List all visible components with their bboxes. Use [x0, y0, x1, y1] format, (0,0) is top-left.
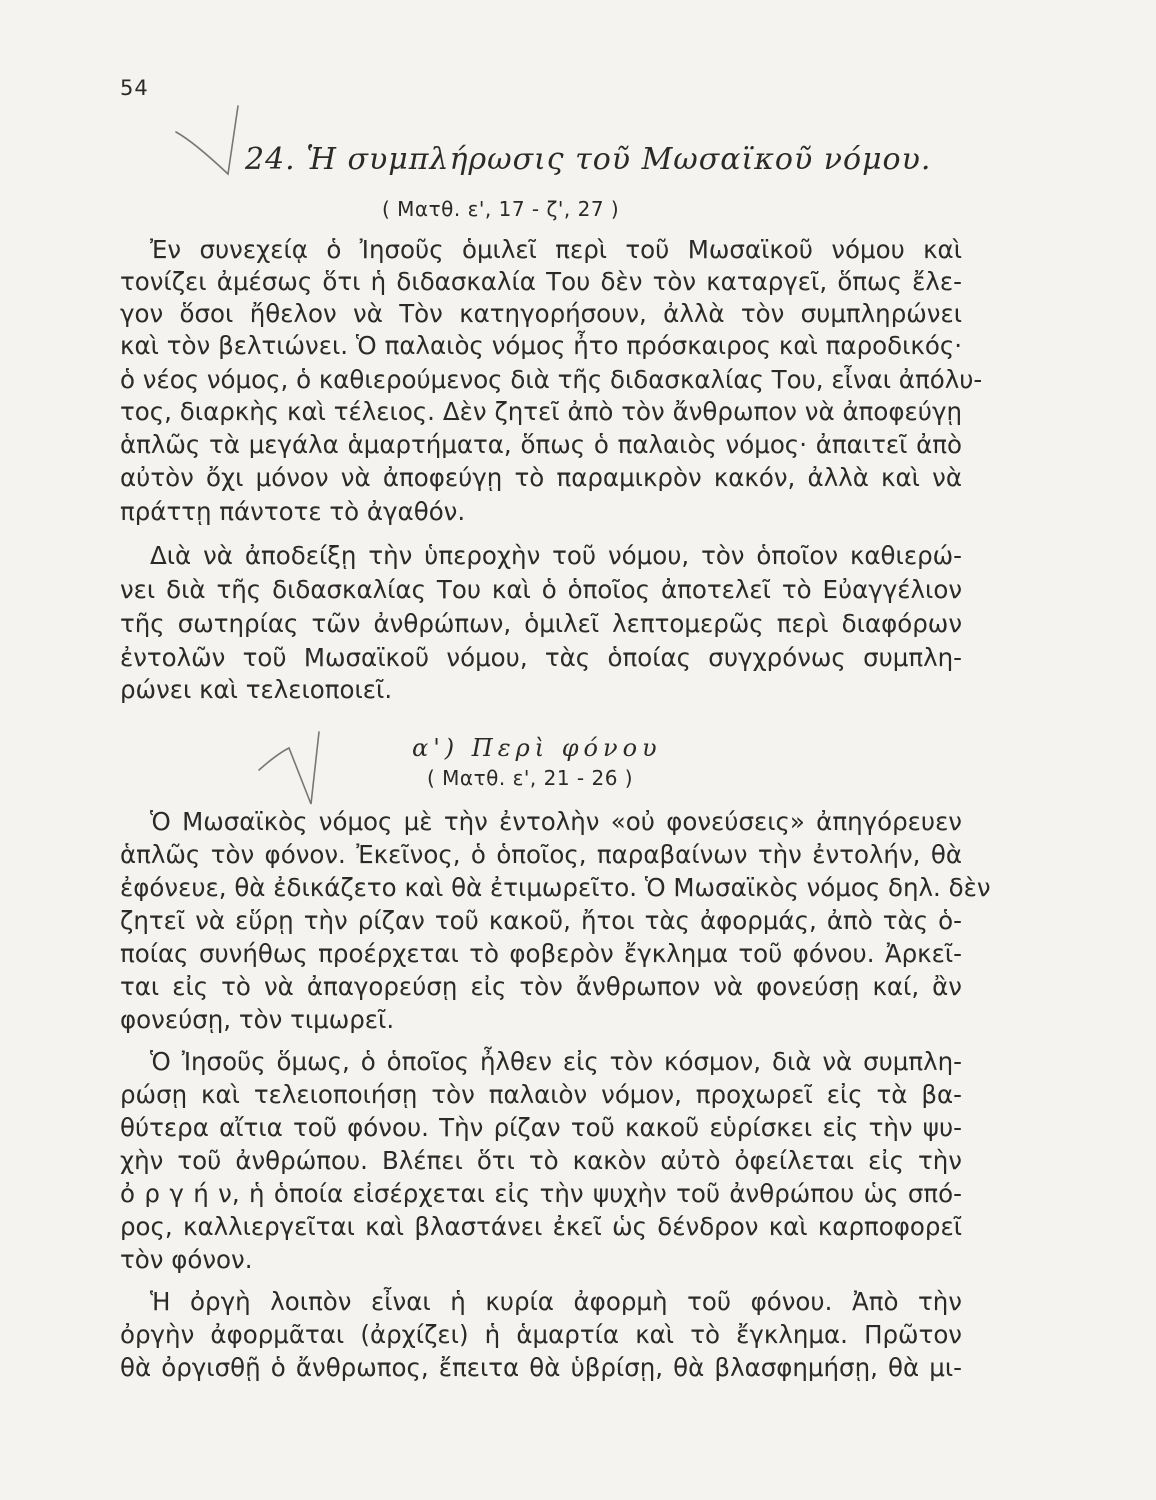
text-line: τονίζει ἀμέσως ὅτι ἡ διδασκαλία Του δὲν τὸν καταργεῖ, ὅπως ἔλε-	[120, 267, 962, 296]
text-line: θὰ ὀργισθῇ ὁ ἄνθρωπος, ἔπειτα θὰ ὑβρίσῃ, θὰ βλασφημήσῃ, θὰ μι-	[120, 1353, 962, 1382]
text-line: Ἡ ὀργὴ λοιπὸν εἶναι ἡ κυρία ἀφορμὴ τοῦ φόνου. Ἀπὸ τὴν	[150, 1287, 962, 1316]
text-line: Ἐν συνεχείᾳ ὁ Ἰησοῦς ὁμιλεῖ περὶ τοῦ Μωσαϊκοῦ νόμου καὶ	[150, 235, 962, 264]
text-line: θύτερα αἴτια τοῦ φόνου. Τὴν ρίζαν τοῦ κακοῦ εὑρίσκει εἰς τὴν ψυ-	[120, 1113, 962, 1142]
text-line: Ὁ Ἰησοῦς ὅμως, ὁ ὁποῖος ἦλθεν εἰς τὸν κόσμον, διὰ νὰ συμπλη-	[150, 1047, 962, 1076]
page-number: 54	[120, 76, 149, 100]
text-line: γον ὅσοι ἤθελον νὰ Τὸν κατηγορήσουν, ἀλλὰ τὸν συμπληρώνει	[120, 299, 962, 328]
text-line: πράττῃ πάντοτε τὸ ἀγαθόν.	[120, 497, 466, 526]
text-line: ζητεῖ νὰ εὕρῃ τὴν ρίζαν τοῦ κακοῦ, ἤτοι τὰς ἀφορμάς, ἀπὸ τὰς ὁ-	[120, 906, 962, 935]
text-line: νει διὰ τῆς διδασκαλίας Του καὶ ὁ ὁποῖος ἀποτελεῖ τὸ Εὐαγγέλιον	[120, 575, 962, 604]
text-line: τος, διαρκὴς καὶ τέλειος. Δὲν ζητεῖ ἀπὸ τὸν ἄνθρωπον νὰ ἀποφεύγῃ	[120, 397, 962, 426]
pencil-checkmark-subheading	[255, 728, 325, 810]
text-line: ἐφόνευε, θὰ ἐδικάζετο καὶ θὰ ἐτιμωρεῖτο. Ὁ Μωσαϊκὸς νόμος δηλ. δὲν	[120, 873, 991, 902]
text-line: ἁπλῶς τὸν φόνον. Ἐκεῖνος, ὁ ὁποῖος, παραβαίνων τὴν ἐντολήν, θὰ	[120, 840, 962, 869]
subheading: α') Περὶ φόνου	[412, 734, 662, 762]
text-line: χὴν τοῦ ἀνθρώπου. Βλέπει ὅτι τὸ κακὸν αὐτὸ ὀφείλεται εἰς τὴν	[120, 1146, 962, 1175]
text-line: ρος, καλλιεργεῖται καὶ βλαστάνει ἐκεῖ ὡς δένδρον καὶ καρποφορεῖ	[120, 1212, 962, 1241]
text-line: φονεύσῃ, τὸν τιμωρεῖ.	[120, 1005, 395, 1034]
section-heading: 24. Ἡ συμπλήρωσις τοῦ Μωσαϊκοῦ νόμου.	[245, 142, 932, 177]
text-line: ὀ ρ γ ή ν, ἡ ὁποία εἰσέρχεται εἰς τὴν ψυχὴν τοῦ ἀνθρώπου ὡς σπό-	[120, 1179, 962, 1208]
text-line: ὁ νέος νόμος, ὁ καθιερούμενος διὰ τῆς διδασκαλίας Του, εἶναι ἀπόλυ-	[120, 365, 983, 394]
subheading-reference: ( Ματθ. ε', 21 - 26 )	[427, 766, 634, 790]
text-line: Ὁ Μωσαϊκὸς νόμος μὲ τὴν ἐντολὴν «οὐ φονεύσεις» ἀπηγόρευεν	[150, 807, 962, 836]
text-line: ρώνει καὶ τελειοποιεῖ.	[120, 675, 393, 704]
text-line: ἁπλῶς τὰ μεγάλα ἁμαρτήματα, ὅπως ὁ παλαιὸς νόμος· ἀπαιτεῖ ἀπὸ	[120, 430, 962, 459]
text-line: Διὰ νὰ ἀποδείξῃ τὴν ὑπεροχὴν τοῦ νόμου, τὸν ὁποῖον καθιερώ-	[150, 541, 962, 570]
text-line: τὸν φόνον.	[120, 1245, 253, 1274]
text-line: ται εἰς τὸ νὰ ἀπαγορεύσῃ εἰς τὸν ἄνθρωπον νὰ φονεύσῃ καί, ἂν	[120, 972, 962, 1001]
text-line: τῆς σωτηρίας τῶν ἀνθρώπων, ὁμιλεῖ λεπτομερῶς περὶ διαφόρων	[120, 609, 962, 638]
text-line: καὶ τὸν βελτιώνει. Ὁ παλαιὸς νόμος ἦτο πρόσκαιρος καὶ παροδικός·	[120, 331, 962, 360]
pencil-checkmark-heading	[170, 100, 250, 180]
text-line: ἐντολῶν τοῦ Μωσαϊκοῦ νόμου, τὰς ὁποίας συγχρόνως συμπλη-	[120, 643, 962, 672]
text-line: ποίας συνήθως προέρχεται τὸ φοβερὸν ἔγκλημα τοῦ φόνου. Ἀρκεῖ-	[120, 939, 962, 968]
text-line: αὐτὸν ὄχι μόνον νὰ ἀποφεύγῃ τὸ παραμικρὸν κακόν, ἀλλὰ καὶ νὰ	[120, 463, 962, 492]
heading-reference: ( Ματθ. ε', 17 - ζ', 27 )	[382, 197, 620, 221]
text-line: ρώσῃ καὶ τελειοποιήσῃ τὸν παλαιὸν νόμον, προχωρεῖ εἰς τὰ βα-	[120, 1080, 962, 1109]
text-line: ὀργὴν ἀφορμᾶται (ἀρχίζει) ἡ ἁμαρτία καὶ τὸ ἔγκλημα. Πρῶτον	[120, 1320, 962, 1349]
